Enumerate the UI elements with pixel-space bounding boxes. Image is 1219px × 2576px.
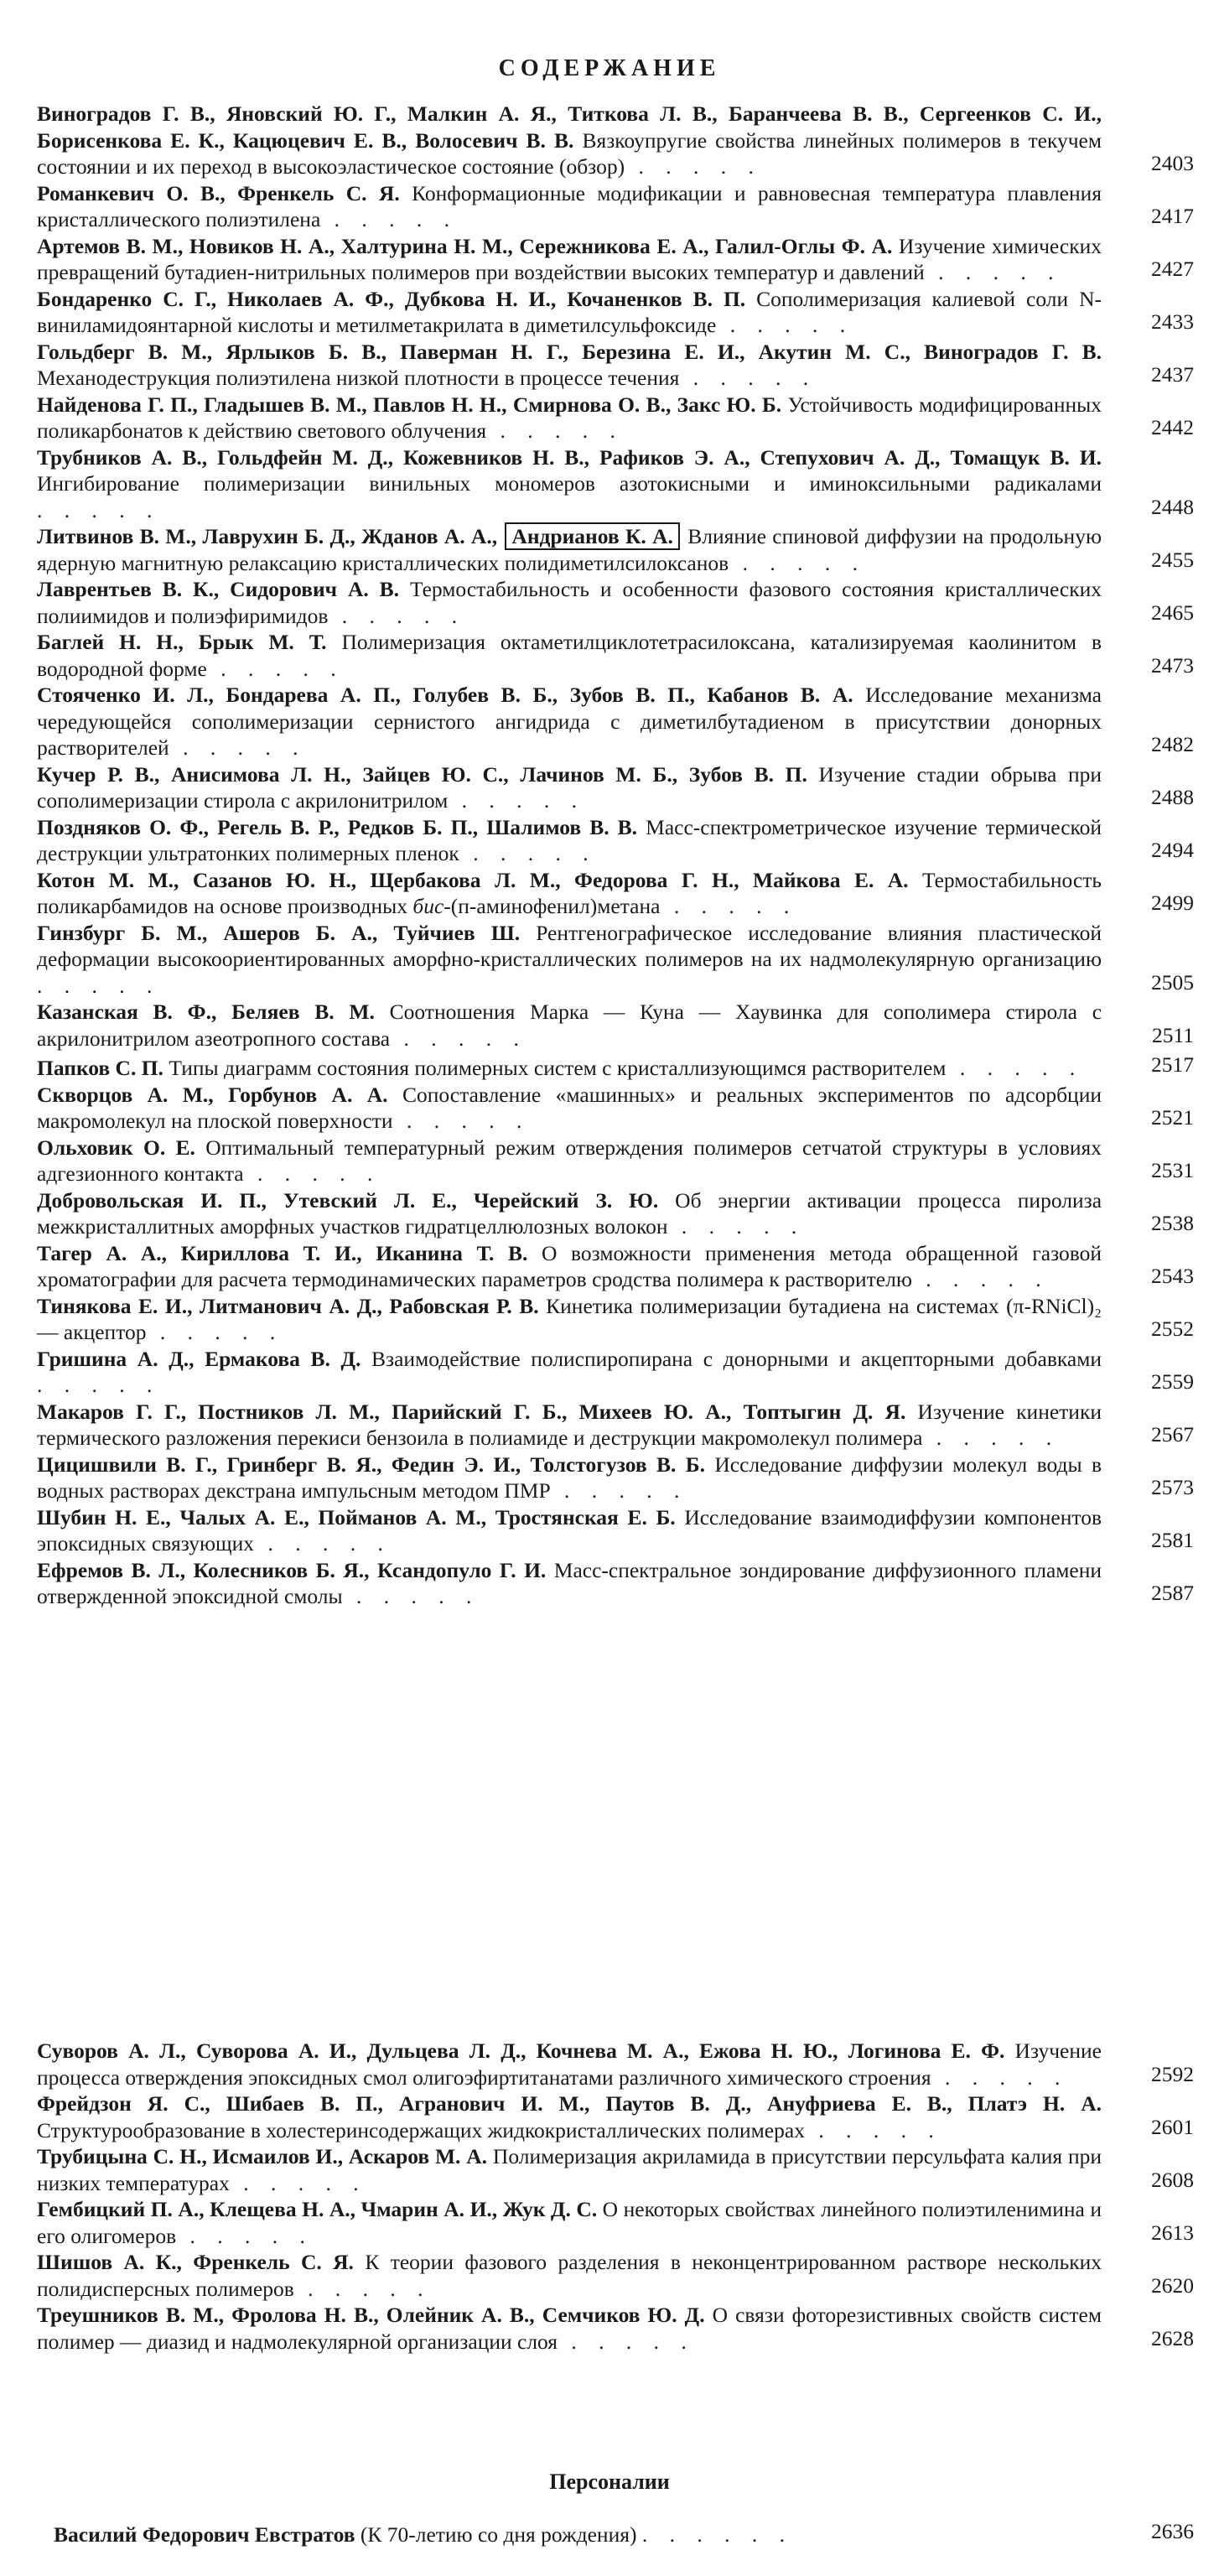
entry-title: Термостабильность и особенности фазового состояния кристаллических полиимидов и полиэфиримидов: [37, 577, 1102, 628]
dot-leader: . . . . .: [486, 418, 624, 443]
entry-title: Изучение кинетики термического разложения перекиси бензоила в полиамиде и деструкции макромолекул полимера: [37, 1399, 1102, 1450]
contents-entry: [37, 1504, 1194, 1557]
entry-text: [37, 101, 1102, 180]
entry-title: Сопоставление «машинных» и реальных экспериментов по адсорбции макромолекул на плоской поверхности: [37, 1082, 1102, 1133]
entry-page-number: 2417: [1151, 204, 1194, 228]
dot-leader: . . . . .: [625, 154, 762, 179]
contents-entry: [37, 1240, 1194, 1293]
dot-leader: . . . . .: [243, 1161, 381, 1186]
entry-text: [37, 999, 1102, 1052]
dot-leader: . . . . .: [924, 260, 1062, 284]
dot-leader: . . . . .: [206, 656, 345, 681]
entry-text: [37, 682, 1102, 761]
entry-page-number: 2601: [1151, 2114, 1194, 2139]
entry-text: [37, 1293, 1102, 1346]
entry-text: [37, 1135, 1102, 1187]
entry-text: [37, 2038, 1102, 2090]
entry-title: Ингибирование полимеризации винильных мономеров азотокисными и иминоксильными радикалами: [37, 471, 1102, 496]
entry-title: Исследование взаимодиффузии компонентов эпоксидных связующих: [37, 1504, 1102, 1555]
deceased-author-frame: Андрианов К. А.: [505, 522, 679, 550]
dot-leader: . . . . .: [328, 603, 466, 628]
dot-leader: . . . . .: [390, 1026, 527, 1051]
entry-title: К теории фазового разделения в неконцентрированном растворе нескольких полидисперсных полимеров: [37, 2250, 1102, 2301]
entry-title: Конформационные модификации и равновесная температура плавления кристаллического полиэтилена: [37, 180, 1102, 231]
entry-authors: Артемов В. М., Новиков Н. А., Халтурина Н. М., Сережникова Е. А., Галил-Оглы Ф. А.: [37, 233, 893, 258]
entry-authors: Гришина А. Д., Ермакова В. Д.: [37, 1346, 361, 1371]
entry-title: Масс-спектрометрическое изучение термической деструкции ультратонких полимерных пленок: [37, 814, 1102, 865]
entry-title: Влияние спиновой диффузии на продольную ядерную магнитную релаксацию кристаллических полидиметилсилоксанов: [37, 524, 1102, 575]
entry-page-number: 2494: [1151, 838, 1194, 862]
contents-section-short-communications: [37, 2038, 1194, 2355]
entry-text: [37, 233, 1102, 286]
entry-title: Кинетика полимеризации бутадиена на системах (π-RNiCl)₂ — акцептор: [37, 1293, 1102, 1344]
entry-title: Типы диаграмм состояния полимерных систем с кристаллизующимся растворителем: [169, 1056, 947, 1080]
entry-page-number: 2587: [1151, 1581, 1194, 1605]
entry-title: Структурообразование в холестеринсодержащих жидкокристаллических полимерах: [37, 2117, 805, 2142]
entry-authors: Гинзбург Б. М., Ашеров Б. А., Туйчиев Ш.: [37, 920, 521, 945]
entry-title: О некоторых свойствах линейного полиэтиленимина и его олигомеров: [37, 2197, 1102, 2248]
contents-entry: [37, 761, 1194, 814]
contents-entry: [37, 101, 1194, 180]
entry-page-number: 2531: [1151, 1158, 1194, 1182]
dot-leader: . . . . .: [558, 2329, 695, 2354]
dot-leader: . . . . .: [667, 1214, 806, 1239]
entry-page-number: 2442: [1151, 415, 1194, 439]
entry-text: [37, 629, 1102, 682]
entry-page-number: 2581: [1151, 1528, 1194, 1552]
entry-page-number: 2511: [1151, 1022, 1194, 1047]
entry-page-number: 2620: [1151, 2272, 1194, 2298]
dot-leader: . . . . .: [804, 2117, 942, 2142]
page-title: СОДЕРЖАНИЕ: [498, 55, 721, 81]
entry-authors: Тагер А. А., Кириллова Т. И., Иканина Т. В.: [37, 1240, 528, 1265]
entry-authors: Цицишвили В. Г., Гринберг В. Я., Федин Э. И., Толстогузов В. Б.: [37, 1452, 705, 1477]
entry-text: [37, 1452, 1102, 1504]
contents-entry: [37, 629, 1194, 682]
contents-entry: [37, 2249, 1194, 2302]
dot-leader: . . . . . .: [641, 2522, 793, 2547]
contents-entry: [37, 392, 1194, 444]
dot-leader: . . . . .: [550, 1478, 688, 1503]
entry-authors: Шишов А. К., Френкель С. Я.: [37, 2250, 354, 2274]
entry-page-number: 2573: [1151, 1475, 1194, 1499]
entry-authors: Казанская В. Ф., Беляев В. М.: [37, 1000, 375, 1024]
entry-title: Изучение процесса отверждения эпоксидных смол олигоэфиртитанатами различного химического строения: [37, 2038, 1102, 2090]
entry-title-rest: -(п-аминофенил)метана: [444, 894, 661, 918]
entry-title: Изучение стадии обрыва при сополимеризации стирола с акрилонитрилом: [37, 761, 1102, 813]
entry-text: [37, 814, 1102, 867]
entry-page-number: 2559: [1151, 1369, 1194, 1394]
entry-title: Исследование диффузии молекул воды в водных растворах декстрана импульсным методом ПМР: [37, 1452, 1102, 1503]
entry-authors: Котон М. М., Сазанов Ю. Н., Щербакова Л. М., Федорова Г. Н., Майкова Е. А.: [37, 867, 909, 892]
entry-text: [37, 523, 1102, 576]
dot-leader: . . . . .: [146, 1320, 284, 1344]
entry-text: [37, 1504, 1102, 1557]
entry-authors: Лаврентьев В. К., Сидорович А. В.: [37, 577, 400, 601]
contents-entry: [37, 814, 1194, 867]
entry-authors: Тинякова Е. И., Литманович А. Д., Рабовская Р. В.: [37, 1293, 539, 1318]
entry-authors: Баглей Н. Н., Брык М. Т.: [37, 630, 327, 654]
personalia-note: (К 70-летию со дня рождения): [360, 2522, 637, 2547]
entry-title: Сополимеризация калиевой соли N-виниламидоянтарной кислоты и метилметакрилата в диметилсульфоксиде: [37, 286, 1102, 337]
entry-page-number: 2473: [1151, 652, 1194, 678]
entry-text: [37, 2143, 1102, 2196]
entry-title: Вязкоупругие свойства линейных полимеров в текучем состоянии и их переход в высокоэластическое состояние (обзор): [37, 127, 1102, 179]
entry-page-number: 2505: [1151, 969, 1194, 995]
entry-page-number: 2552: [1151, 1317, 1194, 1341]
contents-entry: [37, 339, 1194, 392]
entry-authors: Добровольская И. П., Утевский Л. Е., Черейский З. Ю.: [37, 1187, 659, 1213]
entry-title: О возможности применения метода обращенной газовой хроматографии для расчета термодинамических параметров сродства полимера к растворителю: [37, 1240, 1102, 1291]
contents-entry: [37, 1135, 1194, 1187]
entry-page-number: 2455: [1151, 547, 1194, 572]
entry-text: [37, 867, 1102, 920]
entry-authors: Суворов А. Л., Суворова А. И., Дульцева Л. Д., Кочнева М. А., Ежова Н. Ю., Логинова Е. Ф.: [37, 2038, 1005, 2063]
entry-page-number: 2499: [1151, 891, 1194, 915]
entry-authors: Романкевич О. В., Френкель С. Я.: [37, 180, 400, 205]
entry-page-number: 2403: [1151, 151, 1194, 175]
entry-authors: Ольховик О. Е.: [37, 1135, 195, 1160]
dot-leader: . . . . .: [459, 841, 597, 865]
dot-leader: . . . . .: [229, 2170, 367, 2195]
entry-title: Рентгенографическое исследование влияния пластической деформации высокоориентированных аморфно-кристаллических полимеров на их надмолекулярную организацию: [37, 920, 1102, 971]
entry-title: Оптимальный температурный режим отверждения полимеров сетчатой структуры в условиях адгезионного контакта: [37, 1135, 1102, 1186]
entry-title: Изучение химических превращений бутадиен-нитрильных полимеров при воздействии высоких температур и давлений: [37, 233, 1102, 284]
entry-page-number: 2628: [1151, 2325, 1194, 2350]
personalia-name: Василий Федорович Евстратов: [54, 2522, 355, 2547]
contents-entry: [37, 2302, 1194, 2355]
entry-page-number: 2482: [1151, 732, 1194, 756]
entry-text: [37, 2090, 1102, 2143]
entry-title: Соотношения Марка — Куна — Хаувинка для сополимера стирола с акрилонитрилом азеотропного состава: [37, 1000, 1102, 1051]
entry-title: Механодеструкция полиэтилена низкой плотности в процессе течения: [37, 366, 680, 390]
contents-entry: [37, 1399, 1194, 1452]
dot-leader: . . . . .: [679, 366, 817, 390]
entry-authors: Поздняков О. Ф., Регель В. Р., Редков Б. П., Шалимов В. В.: [37, 814, 638, 839]
entry-page-number: 2427: [1151, 257, 1194, 281]
entry-title: Полимеризация октаметилциклотетрасилоксана, катализируемая каолинитом в водородной форме: [37, 630, 1102, 681]
contents-section-main: [37, 101, 1194, 1610]
entry-text: [37, 1187, 1102, 1240]
entry-text: [37, 576, 1102, 629]
entry-authors: Литвинов В. М., Лаврухин Б. Д., Жданов А. А.,: [37, 524, 498, 548]
dot-leader: . . . . .: [392, 1109, 531, 1133]
entry-authors: Бондаренко С. Г., Николаев А. Ф., Дубкова Н. И., Кочаненков В. П.: [37, 286, 746, 311]
entry-title: Устойчивость модифицированных поликарбонатов к действию светового облучения: [37, 392, 1102, 443]
contents-entry: [37, 2143, 1194, 2196]
entry-authors: Ефремов В. Л., Колесников Б. Я., Ксандопуло Г. И.: [37, 1557, 547, 1582]
entry-authors: Кучер Р. В., Анисимова Л. Н., Зайцев Ю. С., Лачинов М. Б., Зубов В. П.: [37, 761, 807, 787]
entry-page-number: 2543: [1151, 1264, 1194, 1288]
entry-text: [37, 1055, 1102, 1082]
entry-text: [37, 1346, 1102, 1399]
personalia-page-number: 2636: [1151, 2519, 1194, 2543]
contents-entry: [37, 999, 1194, 1052]
dot-leader: . . . . .: [931, 2064, 1069, 2090]
entry-authors: Гольдберг В. М., Ярлыков Б. В., Паверман Н. Г., Березина Е. И., Акутин М. С., Виноградов Г. В.: [37, 339, 1102, 364]
entry-authors: Виноградов Г. В., Яновский Ю. Г., Малкин А. Я., Титкова Л. В., Баранчеева В. В., Сергеенков С. И., Борисенкова Е. К., Кацюцевич Е. В., Волосевич В. В.: [37, 101, 1102, 153]
dot-leader: . . . . .: [448, 788, 586, 813]
entry-title: Термостабильность поликарбамидов на основе производных: [37, 867, 1102, 918]
dot-leader: . . . . .: [660, 894, 798, 918]
entry-text: [37, 286, 1102, 339]
entry-text: [37, 2302, 1102, 2355]
dot-leader: . . . . .: [37, 973, 161, 998]
entry-text: [37, 2196, 1102, 2249]
dot-leader: . . . . .: [922, 1426, 1061, 1450]
entry-page-number: 2592: [1151, 2061, 1194, 2086]
entry-text: [37, 180, 1102, 233]
entry-title: Исследование механизма чередующейся сополимеризации сернистого ангидрида с диметилбутадиеном в присутствии донорных растворителей: [37, 683, 1102, 760]
entry-authors: Стояченко И. Л., Бондарева А. П., Голубев В. Б., Зубов В. П., Кабанов В. А.: [37, 683, 853, 707]
entry-text: [37, 444, 1102, 524]
entry-text: [37, 1240, 1102, 1293]
contents-entry: [37, 233, 1194, 286]
contents-entry: [37, 2038, 1194, 2090]
dot-leader: . . . . .: [254, 1531, 392, 1555]
entry-page-number: 2488: [1151, 785, 1194, 809]
entry-page-number: 2465: [1151, 600, 1194, 625]
personalia-entry: [54, 2518, 1194, 2548]
entry-page-number: 2437: [1151, 362, 1194, 387]
entry-page-number: 2521: [1151, 1105, 1194, 1130]
entry-page-number: 2448: [1151, 494, 1194, 519]
entry-text: [37, 1557, 1102, 1610]
entry-text: [37, 761, 1102, 814]
contents-entry: [37, 920, 1194, 1000]
entry-title: Полимеризация акриламида в присутствии персульфата калия при низких температурах: [37, 2144, 1102, 2195]
contents-entry: [37, 1293, 1194, 1346]
dot-leader: . . . . .: [37, 1373, 161, 1397]
entry-text: [37, 339, 1102, 392]
contents-entry: [37, 1187, 1194, 1240]
personalia-heading: Персоналии: [549, 2470, 670, 2494]
entry-page-number: 2613: [1151, 2220, 1194, 2245]
entry-text: [37, 1082, 1102, 1135]
entry-page-number: 2517: [1151, 1052, 1194, 1077]
entry-title: Масс-спектральное зондирование диффузионного пламени отвержденной эпоксидной смолы: [37, 1557, 1102, 1608]
contents-entry: [37, 444, 1194, 524]
dot-leader: . . . . .: [911, 1267, 1050, 1291]
contents-entry: [37, 286, 1194, 339]
entry-title: Взаимодействие полиспиропирана с донорными и акцепторными добавками: [371, 1346, 1102, 1371]
entry-authors: Скворцов А. М., Горбунов А. А.: [37, 1082, 388, 1107]
contents-entry: [37, 1052, 1194, 1082]
contents-entry: [37, 2196, 1194, 2249]
dot-leader: . . . . .: [320, 207, 459, 231]
entry-title: Об энергии активации процесса пиролиза межкристаллитных аморфных участков гидратцеллюлозных волокон: [37, 1187, 1102, 1239]
contents-entry: [37, 180, 1194, 233]
entry-authors: Найденова Г. П., Гладышев В. М., Павлов Н. Н., Смирнова О. В., Закс Ю. Б.: [37, 392, 782, 417]
entry-page-number: 2433: [1151, 309, 1194, 334]
dot-leader: . . . . .: [293, 2276, 432, 2301]
entry-page-number: 2567: [1151, 1422, 1194, 1446]
contents-entry: [37, 2090, 1194, 2143]
contents-entry: [37, 1452, 1194, 1504]
dot-leader: . . . . .: [729, 550, 866, 575]
dot-leader: . . . . .: [37, 497, 161, 522]
contents-entry: [37, 682, 1194, 761]
personalia-text: [54, 2521, 1102, 2548]
entry-authors: Папков С. П.: [37, 1056, 163, 1080]
entry-authors: Фрейдзон Я. С., Шибаев В. П., Агранович И. М., Паутов В. Д., Ануфриева Е. В., Платэ Н. А.: [37, 2091, 1102, 2116]
entry-text: [37, 2249, 1102, 2302]
entry-text: [37, 920, 1102, 1000]
dot-leader: . . . . .: [342, 1584, 480, 1608]
dot-leader: . . . . .: [716, 313, 854, 337]
entry-authors: Трубников А. В., Гольдфейн М. Д., Кожевников Н. В., Рафиков Э. А., Степухович А. Д., Томащук В. И.: [37, 444, 1102, 470]
contents-entry: [37, 867, 1194, 920]
contents-entry: [37, 1346, 1194, 1399]
dot-leader: . . . . .: [176, 2223, 314, 2248]
entry-authors: Гембицкий П. А., Клещева Н. А., Чмарин А. И., Жук Д. С.: [37, 2197, 598, 2221]
entry-title-italic: бис: [412, 894, 444, 918]
dot-leader: . . . . .: [946, 1056, 1084, 1080]
entry-title: О связи фоторезистивных свойств систем полимер — диазид и надмолекулярной организации слоя: [37, 2303, 1102, 2354]
entry-page-number: 2608: [1151, 2167, 1194, 2192]
entry-authors: Трубицына С. Н., Исмаилов И., Аскаров М. А.: [37, 2144, 488, 2168]
entry-text: [37, 1399, 1102, 1452]
entry-authors: Макаров Г. Г., Постников Л. М., Парийский Г. Б., Михеев Ю. А., Топтыгин Д. Я.: [37, 1399, 906, 1424]
entry-authors: Треушников В. М., Фролова Н. В., Олейник А. В., Семчиков Ю. Д.: [37, 2303, 705, 2327]
entry-text: [37, 392, 1102, 444]
entry-authors: Шубин Н. Е., Чалых А. Е., Пойманов А. М., Тростянская Е. Б.: [37, 1504, 676, 1530]
contents-entry: [37, 576, 1194, 629]
contents-entry: [37, 1082, 1194, 1135]
entry-page-number: 2538: [1151, 1211, 1194, 1235]
dot-leader: . . . . .: [169, 735, 307, 760]
contents-entry: [37, 1557, 1194, 1610]
contents-entry: [37, 523, 1194, 576]
